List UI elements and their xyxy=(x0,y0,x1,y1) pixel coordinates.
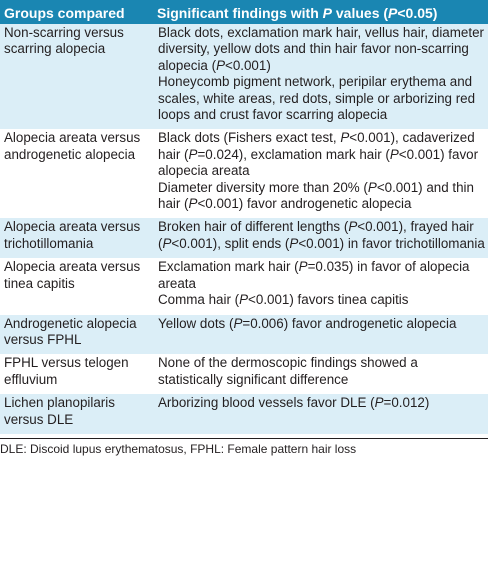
finding-text: Arborizing blood vessels favor DLE (P=0.012) xyxy=(158,395,430,411)
header-groups-compared: Groups compared xyxy=(0,0,150,24)
group-compared-cell: FPHL versus telogen effluvium xyxy=(0,354,150,394)
findings-cell xyxy=(150,354,488,394)
group-compared-cell: Alopecia areata versus trichotillomania xyxy=(0,218,150,258)
finding-text: None of the dermoscopic findings showed a statistically significant difference xyxy=(158,355,418,387)
group-compared-cell: Lichen planopilaris versus DLE xyxy=(0,394,150,434)
table-row xyxy=(0,315,488,355)
finding-text: Exclamation mark hair (P=0.035) in favor of alopecia areata xyxy=(158,259,470,291)
findings-cell xyxy=(150,218,488,258)
table-footnote: DLE: Discoid lupus erythematosus, FPHL: Female pattern hair loss xyxy=(0,438,488,456)
table-row xyxy=(0,129,488,218)
table-row xyxy=(0,258,488,314)
group-compared-cell: Non-scarring versus scarring alopecia xyxy=(0,24,150,129)
finding-text: Honeycomb pigment network, peripilar erythema and scales, white areas, red dots, simple or arborizing red loops and crust favor scarring alopecia xyxy=(158,74,476,123)
finding-text: Diameter diversity more than 20% (P<0.001) and thin hair (P<0.001) favor androgenetic alopecia xyxy=(158,179,474,212)
findings-cell xyxy=(150,315,488,355)
table-header-row xyxy=(0,0,488,24)
findings-cell xyxy=(150,258,488,314)
table-row xyxy=(0,218,488,258)
finding-text: Black dots, exclamation mark hair, vellus hair, diameter diversity, yellow dots and thin hair favor non-scarring alopecia (P<0.001) xyxy=(158,25,484,73)
group-compared-cell: Alopecia areata versus androgenetic alopecia xyxy=(0,129,150,218)
finding-text: Broken hair of different lengths (P<0.001), frayed hair (P<0.001), split ends (P<0.001) in favor trichotillomania xyxy=(158,219,485,251)
findings-cell xyxy=(150,129,488,218)
table-body xyxy=(0,24,488,434)
table-row xyxy=(0,24,488,129)
table-row xyxy=(0,354,488,394)
findings-cell xyxy=(150,24,488,129)
header-significant-findings: Significant findings with P values (P<0.05) xyxy=(150,0,488,24)
finding-text: Comma hair (P<0.001) favors tinea capitis xyxy=(158,292,409,308)
finding-text: Yellow dots (P=0.006) favor androgenetic alopecia xyxy=(158,315,457,331)
group-compared-cell: Androgenetic alopecia versus FPHL xyxy=(0,315,150,355)
group-compared-cell: Alopecia areata versus tinea capitis xyxy=(0,258,150,314)
findings-cell xyxy=(150,394,488,434)
finding-text: Black dots (Fishers exact test, P<0.001), cadaverized hair (P=0.024), exclamation mark hair (P<0.001) favor alopecia areata xyxy=(158,130,479,179)
table-row xyxy=(0,394,488,434)
